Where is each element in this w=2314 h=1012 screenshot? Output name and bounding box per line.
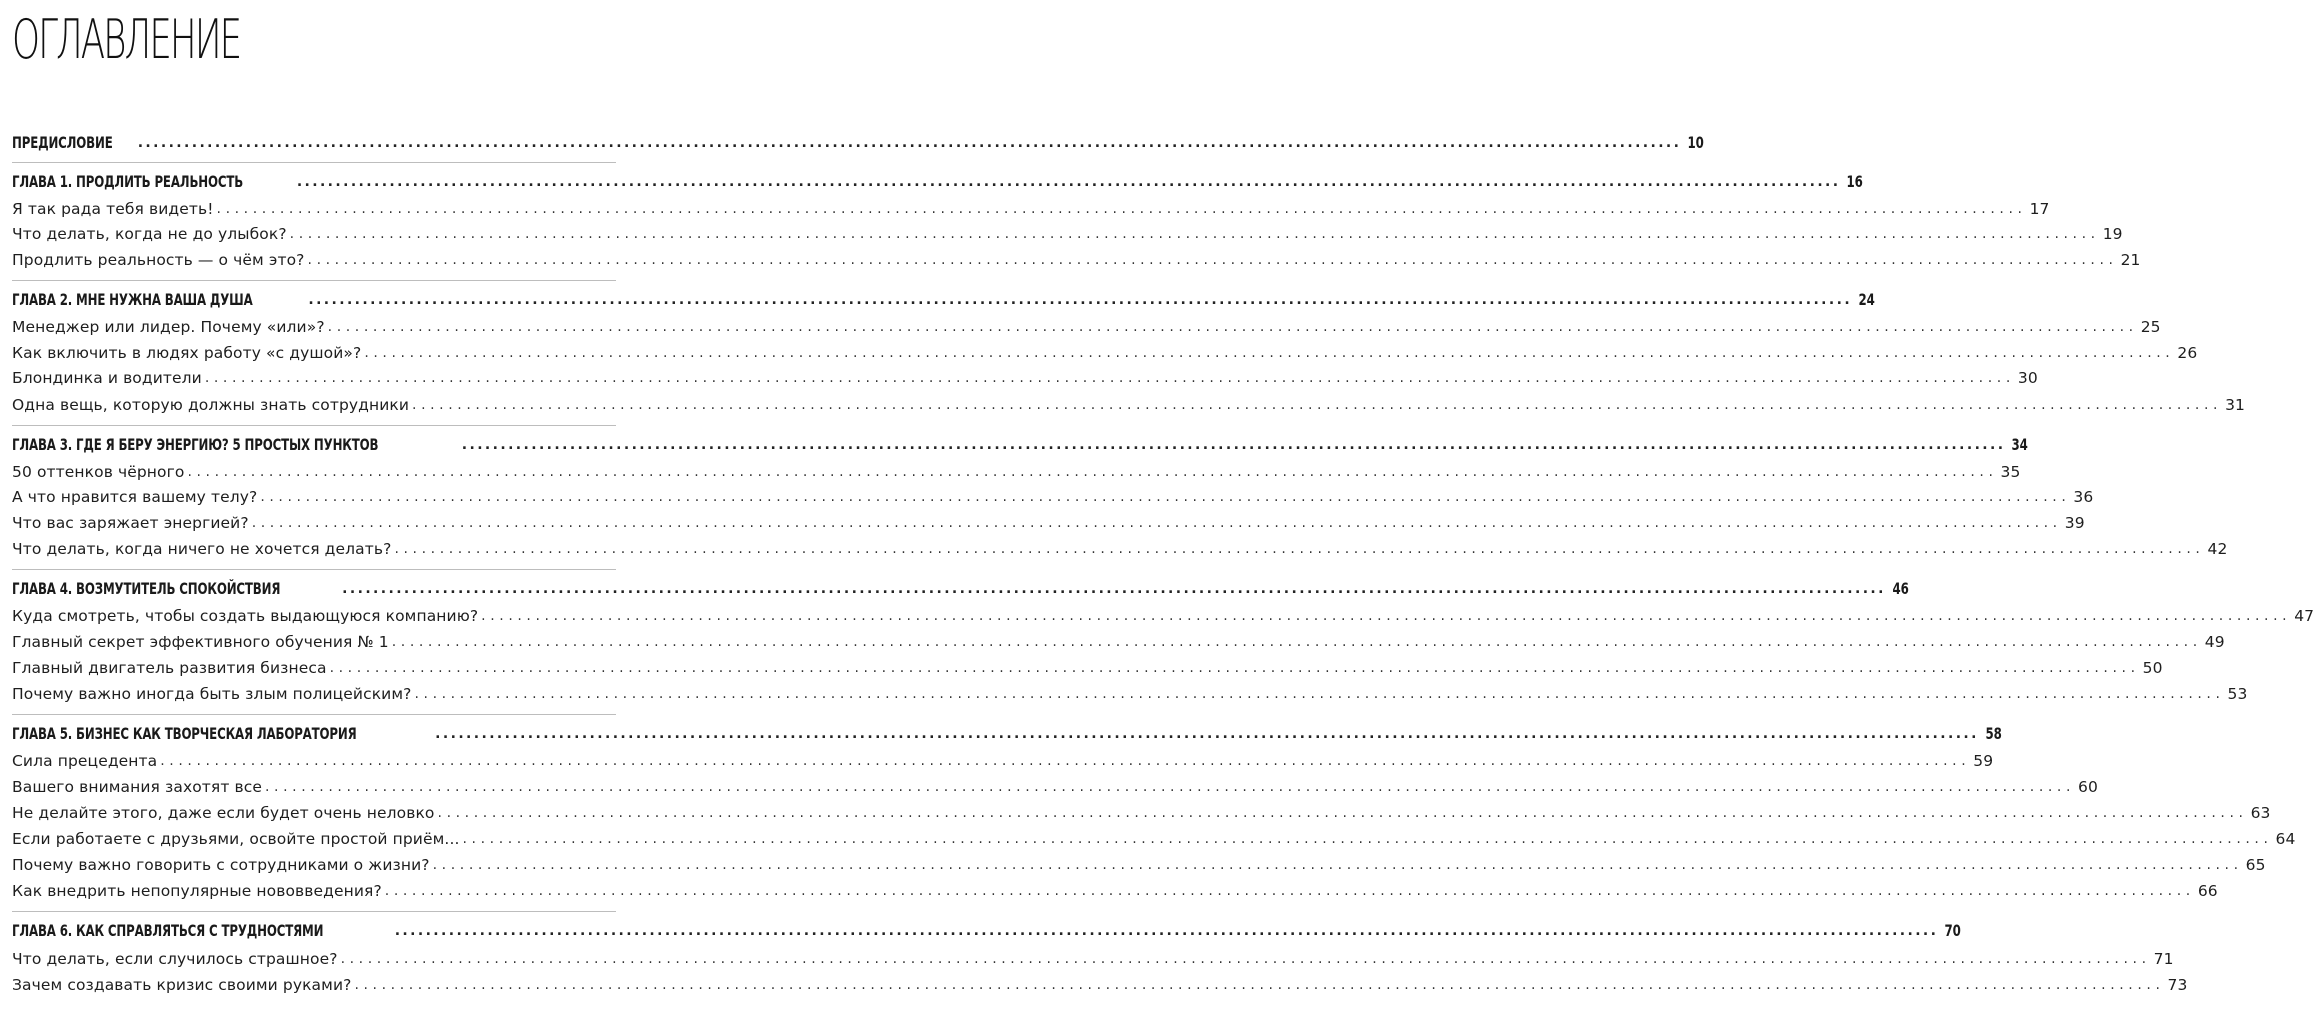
toc-section-row[interactable] — [12, 463, 2021, 485]
page-number: 63 — [2250, 804, 2271, 822]
toc-chapter-row[interactable] — [12, 579, 1909, 601]
dot-leader: ........................................................................................................................................................................................................ — [364, 345, 2175, 361]
page-number: 30 — [2017, 369, 2038, 387]
page-number: 70 — [1944, 921, 1962, 940]
dot-leader: ........................................................................................................................................................................................................ — [384, 883, 2195, 899]
dot-leader: ........................................................................................................................................................................................................ — [204, 370, 2015, 386]
section-title: Зачем создавать кризис своими руками? — [12, 976, 352, 994]
dot-leader: ........................................................................................................................................................................................................ — [187, 464, 1998, 480]
toc-section-row[interactable] — [12, 830, 2296, 852]
toc-chapter-row[interactable] — [12, 172, 1864, 194]
dot-leader: ........................................................................................................................................................................................................ — [329, 660, 2140, 676]
section-title: Главный секрет эффективного обучения № 1 — [12, 633, 389, 651]
section-title: Если работаете с друзьями, освойте простой приём... — [12, 830, 460, 848]
section-divider — [12, 569, 616, 570]
dot-leader: ........................................................................................................................................................................................................ — [437, 805, 2248, 821]
section-title: Что делать, когда ничего не хочется делать? — [12, 540, 392, 558]
toc-section-row[interactable] — [12, 950, 2174, 972]
section-divider — [12, 280, 616, 281]
section-title: Сила прецедента — [12, 752, 158, 770]
chapter-title: ГЛАВА 6. КАК СПРАВЛЯТЬСЯ С ТРУДНОСТЯМИ — [12, 921, 324, 940]
dot-leader: ........................................................................................................................................................................................................ — [327, 319, 2138, 335]
page-number: 16 — [1847, 172, 1864, 191]
page-number: 36 — [2073, 488, 2094, 506]
section-title: Как включить в людях работу «с душой»? — [12, 344, 362, 362]
toc-section-row[interactable] — [12, 318, 2161, 340]
dot-leader: ........................................................................................................................................................................................................ — [137, 135, 1682, 151]
section-title: Не делайте этого, даже если будет очень неловко — [12, 804, 435, 822]
section-title: Продлить реальность — о чём это? — [12, 251, 305, 269]
section-title: Как внедрить непопулярные нововведения? — [12, 882, 382, 900]
page-number: 21 — [2120, 251, 2141, 269]
dot-leader: ........................................................................................................................................................................................................ — [296, 174, 1841, 190]
page-number: 64 — [2275, 830, 2296, 848]
page-number: 34 — [2011, 435, 2029, 454]
toc-section-row[interactable] — [12, 540, 2228, 562]
toc-section-row[interactable] — [12, 659, 2163, 681]
dot-leader: ........................................................................................................................................................................................................ — [432, 857, 2243, 873]
dot-leader: ........................................................................................................................................................................................................ — [354, 977, 2165, 993]
page-number: 19 — [2102, 225, 2123, 243]
page-number: 42 — [2207, 540, 2228, 558]
dot-leader: ........................................................................................................................................................................................................ — [308, 292, 1853, 308]
toc-section-row[interactable] — [12, 633, 2225, 655]
page-number: 24 — [1858, 290, 1875, 309]
toc-section-row[interactable] — [12, 607, 2314, 629]
toc-section-row[interactable] — [12, 396, 2246, 418]
page-number: 50 — [2142, 659, 2163, 677]
section-title: Главный двигатель развития бизнеса — [12, 659, 327, 677]
section-title: Что делать, когда не до улыбок? — [12, 225, 287, 243]
dot-leader: ........................................................................................................................................................................................................ — [481, 608, 2292, 624]
section-title: Что делать, если случилось страшное? — [12, 950, 338, 968]
toc-section-row[interactable] — [12, 369, 2038, 391]
page-number: 47 — [2294, 607, 2314, 625]
dot-leader: ........................................................................................................................................................................................................ — [391, 634, 2202, 650]
section-title: Менеджер или лидер. Почему «или»? — [12, 318, 325, 336]
toc-section-row[interactable] — [12, 882, 2218, 904]
page-number: 59 — [1973, 752, 1994, 770]
toc-section-row[interactable] — [12, 778, 2098, 800]
toc-section-row[interactable] — [12, 344, 2198, 366]
section-divider — [12, 162, 616, 163]
toc-section-row[interactable] — [12, 856, 2266, 878]
chapter-title: ГЛАВА 3. ГДЕ Я БЕРУ ЭНЕРГИЮ? 5 ПРОСТЫХ ПУНКТОВ — [12, 435, 379, 454]
toc-section-row[interactable] — [12, 488, 2094, 510]
dot-leader: ........................................................................................................................................................................................................ — [289, 226, 2100, 242]
toc-section-row[interactable] — [12, 200, 2050, 222]
section-title: Почему важно иногда быть злым полицейским? — [12, 685, 412, 703]
dot-leader: ........................................................................................................................................................................................................ — [260, 489, 2071, 505]
page-number: 66 — [2197, 882, 2218, 900]
dot-leader: ........................................................................................................................................................................................................ — [307, 252, 2118, 268]
page-number: 49 — [2204, 633, 2225, 651]
toc-chapter-row[interactable] — [12, 724, 2002, 746]
chapter-title: ПРЕДИСЛОВИЕ — [12, 133, 113, 152]
section-title: Куда смотреть, чтобы создать выдающуюся компанию? — [12, 607, 479, 625]
toc-section-row[interactable] — [12, 976, 2188, 998]
page-number: 53 — [2227, 685, 2248, 703]
page-number: 26 — [2177, 344, 2198, 362]
section-divider — [12, 425, 616, 426]
chapter-title: ГЛАВА 1. ПРОДЛИТЬ РЕАЛЬНОСТЬ — [12, 172, 244, 191]
section-title: Я так рада тебя видеть! — [12, 200, 214, 218]
page-number: 73 — [2167, 976, 2188, 994]
dot-leader: ........................................................................................................................................................................................................ — [461, 437, 2006, 453]
toc-section-row[interactable] — [12, 685, 2248, 707]
section-title: Вашего внимания захотят все — [12, 778, 262, 796]
toc-section-row[interactable] — [12, 752, 1994, 774]
dot-leader: ........................................................................................................................................................................................................ — [340, 951, 2151, 967]
toc-section-row[interactable] — [12, 225, 2123, 247]
section-title: Почему важно говорить с сотрудниками о жизни? — [12, 856, 430, 874]
toc-section-row[interactable] — [12, 251, 2141, 273]
section-title: Что вас заряжает энергией? — [12, 514, 249, 532]
dot-leader: ........................................................................................................................................................................................................ — [412, 397, 2223, 413]
toc-chapter-row[interactable] — [12, 921, 1962, 943]
dot-leader: ........................................................................................................................................................................................................ — [265, 779, 2076, 795]
page-number: 35 — [2000, 463, 2021, 481]
section-title: 50 оттенков чёрного — [12, 463, 185, 481]
dot-leader: ........................................................................................................................................................................................................ — [414, 686, 2225, 702]
section-divider — [12, 714, 616, 715]
page-number: 71 — [2153, 950, 2174, 968]
chapter-title: ГЛАВА 5. БИЗНЕС КАК ТВОРЧЕСКАЯ ЛАБОРАТОРИЯ — [12, 724, 357, 743]
section-title: Блондинка и водители — [12, 369, 202, 387]
dot-leader: ........................................................................................................................................................................................................ — [394, 923, 1939, 939]
dot-leader: ........................................................................................................................................................................................................ — [342, 581, 1886, 597]
dot-leader: ........................................................................................................................................................................................................ — [394, 541, 2205, 557]
chapter-title: ГЛАВА 2. МНЕ НУЖНА ВАША ДУША — [12, 290, 253, 309]
dot-leader: ........................................................................................................................................................................................................ — [160, 753, 1971, 769]
section-title: Одна вещь, которую должны знать сотрудники — [12, 396, 410, 414]
page-number: 10 — [1687, 133, 1705, 152]
dot-leader: ........................................................................................................................................................................................................ — [216, 201, 2027, 217]
dot-leader: ........................................................................................................................................................................................................ — [251, 515, 2062, 531]
toc-section-row[interactable] — [12, 514, 2085, 536]
toc-chapter-row[interactable] — [12, 435, 2029, 457]
chapter-title: ГЛАВА 4. ВОЗМУТИТЕЛЬ СПОКОЙСТВИЯ — [12, 579, 281, 598]
page-number: 17 — [2029, 200, 2050, 218]
page-title: ОГЛАВЛЕНИЕ — [12, 8, 241, 71]
toc-chapter-row[interactable] — [12, 133, 1705, 155]
page-number: 25 — [2140, 318, 2161, 336]
section-divider — [12, 911, 616, 912]
page-number: 65 — [2245, 856, 2266, 874]
page-number: 60 — [2078, 778, 2098, 796]
page-number: 58 — [1985, 724, 2002, 743]
page-number: 31 — [2225, 396, 2246, 414]
section-title: А что нравится вашему телу? — [12, 488, 258, 506]
page-number: 46 — [1892, 579, 1909, 598]
page-number: 39 — [2064, 514, 2085, 532]
dot-leader: ........................................................................................................................................................................................................ — [435, 726, 1979, 742]
toc-chapter-row[interactable] — [12, 290, 1875, 312]
dot-leader: ........................................................................................................................................................................................................ — [462, 831, 2273, 847]
toc-section-row[interactable] — [12, 804, 2271, 826]
